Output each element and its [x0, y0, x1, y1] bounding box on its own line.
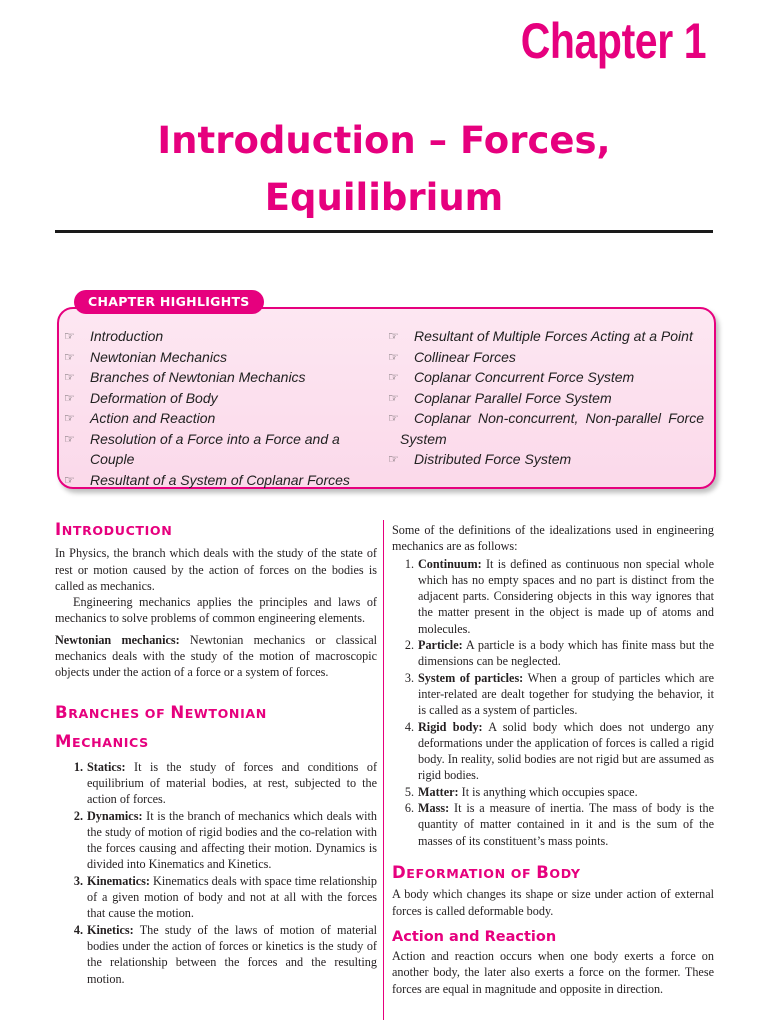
list-item: 5. Matter: It is anything which occupies space.: [404, 784, 638, 799]
section-heading-introduction: INTRODUCTION: [55, 520, 173, 539]
pointing-hand-icon: ☞: [64, 390, 75, 405]
idealizations-intro: Some of the definitions of the idealizations used in engineering mechanics are as follows:: [392, 523, 714, 554]
list-item: 4. Kinetics: The study of the laws of motion of material bodies under the action of forces or kinetics is the study of the relationship between the forces and the resulting motion.: [73, 922, 377, 986]
list-item: 4. Rigid body: A solid body which does not undergo any deformations under the application of forces is called a rigid body. In reality, solid bodies are not rigid but are assumed as rigid bodies.: [404, 719, 715, 783]
pointing-hand-icon: ☞: [64, 349, 75, 364]
pointing-hand-icon: ☞: [388, 349, 399, 364]
pointing-hand-icon: ☞: [64, 370, 75, 384]
highlight-item: ☞ Coplanar Parallel Force System: [388, 388, 704, 409]
branches-list: [55, 759, 377, 987]
highlight-item: ☞ Coplanar Non-concurrent, Non-parallel Force System: [388, 410, 704, 447]
highlight-item: ☞ Deformation of Body: [64, 388, 384, 409]
pointing-hand-icon: ☞: [388, 411, 399, 425]
list-item: 6. Mass: It is a measure of inertia. The mass of body is the quantity of matter contained in it and is the sum of the masses of its constituent’s mass points.: [404, 801, 714, 848]
list-item: 2. Particle: A particle is a body which has finite mass but the dimensions can be neglected.: [404, 638, 714, 669]
intro-paragraph-3: Newtonian mechanics: Newtonian mechanics or classical mechanics deals with the study of the motion of macroscopic objects under the action of a force or a system of forces.: [55, 632, 378, 680]
pointing-hand-icon: ☞: [388, 329, 399, 343]
action-reaction-paragraph: Action and reaction occurs when one body exerts a force on another body, the later also exerts a force on the former. These forces are equal in magnitude and opposite in direction.: [392, 949, 714, 996]
section-heading-branches: BRANCHES OF NEWTONIAN MECHANICS: [55, 702, 267, 751]
pointing-hand-icon: ☞: [64, 329, 75, 343]
subsection-heading-action-reaction: Action and Reaction: [392, 928, 557, 945]
highlight-item: ☞ Resultant of a System of Coplanar Forces: [64, 470, 384, 491]
pointing-hand-icon: ☞: [388, 452, 399, 466]
title-line-2: Equilibrium: [264, 176, 504, 219]
pointing-hand-icon: ☞: [388, 390, 399, 405]
highlight-item: ☞ Resolution of a Force into a Force and a Couple: [64, 430, 340, 467]
column-divider: [383, 520, 384, 1020]
right-column: [392, 522, 714, 997]
highlight-item: ☞ Newtonian Mechanics: [64, 347, 384, 368]
highlights-right-list: [388, 326, 704, 470]
highlights-left-list: [64, 326, 384, 490]
title-line-1: Introduction – Forces,: [157, 119, 611, 162]
pointing-hand-icon: ☞: [388, 370, 399, 384]
list-item: 3. System of particles: When a group of particles which are inter-related are dealt together for studying the behavior, it is called as a system of particles.: [404, 670, 714, 718]
left-column: [55, 522, 377, 987]
intro-paragraph-2: Engineering mechanics applies the principles and laws of mechanics to solve problems of common engineering elements.: [55, 595, 377, 626]
list-item: 2. Dynamics: It is the branch of mechanics which deals with the study of motion of rigid bodies and the co-relation with the forces causing and affecting their motion. Dynamics is divided into Kinematics and Kinetics.: [73, 808, 377, 872]
highlight-item: ☞ Action and Reaction: [64, 408, 384, 429]
highlight-item: ☞ Coplanar Concurrent Force System: [388, 367, 704, 388]
pointing-hand-icon: ☞: [64, 472, 75, 487]
highlight-item: ☞ Introduction: [64, 326, 384, 347]
highlight-item: ☞ Collinear Forces: [388, 347, 704, 368]
section-heading-deformation: DEFORMATION OF BODY: [392, 862, 581, 882]
pointing-hand-icon: ☞: [64, 411, 75, 425]
highlight-item: ☞ Branches of Newtonian Mechanics: [64, 367, 384, 388]
title-rule: [55, 230, 713, 233]
deformation-paragraph: A body which changes its shape or size under action of external forces is called deformable body.: [392, 887, 714, 918]
intro-paragraph-1: In Physics, the branch which deals with the study of the state of rest or motion caused by the action of forces on the bodies is called as mechanics.: [55, 546, 377, 593]
page-title: [0, 112, 768, 226]
highlight-item: ☞ Resultant of Multiple Forces Acting at a Point: [388, 326, 704, 347]
idealizations-list: [392, 556, 714, 849]
pointing-hand-icon: ☞: [64, 431, 75, 446]
list-item: 1. Statics: It is the study of forces and conditions of equilibrium of material bodies, at rest, subjected to the action of forces.: [73, 759, 377, 807]
chapter-label: Chapter 1: [520, 13, 706, 69]
chapter-highlights-badge: CHAPTER HIGHLIGHTS: [74, 290, 264, 314]
highlight-item: ☞ Distributed Force System: [388, 449, 704, 470]
list-item: 3. Kinematics: Kinematics deals with space time relationship of a given motion of body and not at all with the forces that cause the motion.: [73, 873, 377, 921]
list-item: 1. Continuum: It is defined as continuous non special whole which has no empty spaces and no part is distinct from the adjacent parts. Considering objects in this way ignores that the matter present in the object is made up of atoms and molecules.: [404, 556, 714, 636]
